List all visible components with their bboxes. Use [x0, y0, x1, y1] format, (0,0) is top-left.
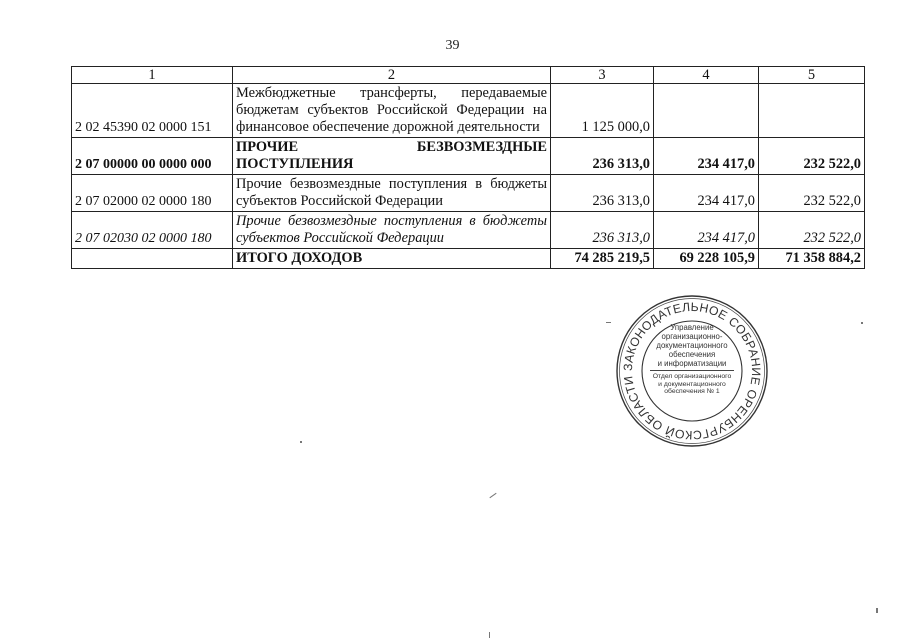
row-value-year-1: 236 313,0 [551, 138, 654, 175]
row-value-year-2: 234 417,0 [654, 175, 759, 212]
page-number: 39 [445, 38, 460, 53]
scan-speck [876, 608, 878, 613]
stamp-dept-line: обеспечения [668, 350, 716, 359]
row-code: 2 07 02000 02 0000 180 [72, 175, 233, 212]
column-header-year-1: 3 [551, 67, 654, 84]
scan-speck [606, 322, 611, 323]
row-value-year-3 [759, 84, 865, 138]
stamp-sub-line: и документационного [658, 380, 726, 388]
table-header-row [72, 67, 865, 84]
row-value-year-1: 236 313,0 [551, 212, 654, 249]
scan-speck [861, 322, 863, 324]
scan-speck [489, 632, 490, 638]
row-code: 2 07 02030 02 0000 180 [72, 212, 233, 249]
row-name: ПРОЧИЕ БЕЗВОЗМЕЗДНЫЕ ПОСТУПЛЕНИЯ [233, 138, 551, 175]
row-name: Межбюджетные трансферты, передаваемые бюджетам субъектов Российской Федерации на финансовое обеспечение дорожной деятельности [233, 84, 551, 138]
row-name: ИТОГО ДОХОДОВ [233, 249, 551, 269]
row-name: Прочие безвозмездные поступления в бюджеты субъектов Российской Федерации [233, 175, 551, 212]
stamp-dept-line: и информатизации [657, 359, 727, 368]
stamp-center [642, 321, 742, 421]
scan-speck [300, 441, 302, 443]
stamp-dept-line: документационного [656, 341, 728, 350]
row-value-year-2 [654, 84, 759, 138]
table-row [72, 138, 865, 175]
row-value-year-3: 232 522,0 [759, 212, 865, 249]
budget-table [71, 66, 865, 269]
stamp-dept-line: Управление [670, 323, 714, 332]
table-row [72, 212, 865, 249]
row-value-year-3: 232 522,0 [759, 175, 865, 212]
column-header-name: 2 [233, 67, 551, 84]
table-total-row [72, 249, 865, 269]
row-value-year-2: 234 417,0 [654, 138, 759, 175]
row-value-year-2: 234 417,0 [654, 212, 759, 249]
row-value-year-1: 1 125 000,0 [551, 84, 654, 138]
row-name: Прочие безвозмездные поступления в бюджеты субъектов Российской Федерации [233, 212, 551, 249]
table-row [72, 84, 865, 138]
stamp-sub-line: обеспечения № 1 [664, 388, 720, 396]
official-stamp [614, 293, 770, 449]
stamp-ring-text: ЗАКОНОДАТЕЛЬНОЕ СОБРАНИЕ ОРЕНБУРГСКОЙ ОБЛАСТИ [620, 299, 764, 443]
row-value-year-1: 74 285 219,5 [551, 249, 654, 269]
row-value-year-3: 71 358 884,2 [759, 249, 865, 269]
stamp-dept-line: организационно- [661, 332, 723, 341]
row-value-year-1: 236 313,0 [551, 175, 654, 212]
row-code: 2 07 00000 00 0000 000 [72, 138, 233, 175]
column-header-year-2: 4 [654, 67, 759, 84]
column-header-code: 1 [72, 67, 233, 84]
stamp-sub-line: Отдел организационного [652, 373, 732, 380]
column-header-year-3: 5 [759, 67, 865, 84]
scan-speck [489, 493, 496, 498]
row-value-year-3: 232 522,0 [759, 138, 865, 175]
row-code: 2 02 45390 02 0000 151 [72, 84, 233, 138]
stamp-divider [650, 370, 734, 371]
row-code [72, 249, 233, 269]
row-value-year-2: 69 228 105,9 [654, 249, 759, 269]
table-row [72, 175, 865, 212]
